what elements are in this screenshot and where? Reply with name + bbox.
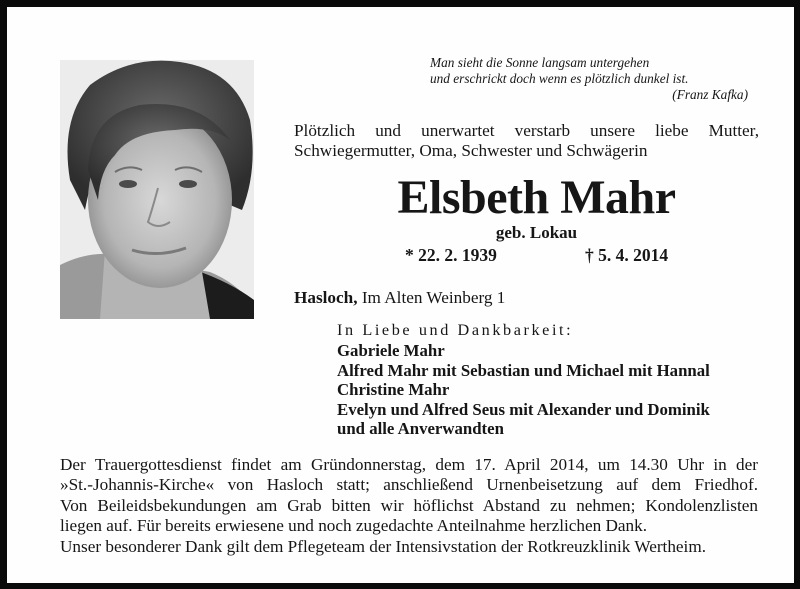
service-line: Unser besonderer Dank gilt dem Pflegeteam der Intensivstation der Rotkreuzklinik Wertheim.: [60, 536, 706, 556]
mourner-entry: Christine Mahr: [337, 380, 450, 400]
quote-author: (Franz Kafka): [672, 87, 748, 102]
maiden-name: geb. Lokau: [495, 223, 578, 242]
address-town: Hasloch,: [294, 288, 358, 307]
death-date: † 5. 4. 2014: [585, 245, 669, 265]
service-line: Von Beileidsbekundungen am Grab bitten wir höflichst Abstand zu nehmen; Kondolenzlisten: [60, 495, 758, 515]
intro-line: Plötzlich und unerwartet verstarb unsere liebe Mutter,: [294, 121, 759, 140]
portrait-photo: [60, 60, 254, 319]
mourner-entry: Gabriele Mahr: [337, 341, 445, 360]
mourners-heading: In Liebe und Dankbarkeit:: [337, 321, 574, 339]
quote-line: Man sieht die Sonne langsam untergehen: [430, 55, 650, 70]
mourner-entry: Evelyn und Alfred Seus mit Alexander und Dominik: [337, 399, 710, 419]
portrait-image-icon: [60, 60, 254, 319]
quote-line: und erschrickt doch wenn es plötzlich dunkel ist.: [430, 71, 689, 86]
service-line: »St.-Johannis-Kirche« von Hasloch statt; anschließend Urnenbeisetzung auf dem Friedhof.: [60, 475, 758, 495]
service-line: liegen auf. Für bereits erwiesene und noch zugedachte Anteilnahme herzlichen Dank.: [60, 516, 648, 536]
address: [294, 287, 505, 309]
birth-date: * 22. 2. 1939: [405, 245, 497, 265]
service-line: Der Trauergottesdienst findet am Gründonnerstag, dem 17. April 2014, um 14.30 Uhr in der: [60, 455, 758, 474]
mourner-entry: und alle Anverwandten: [337, 419, 504, 439]
quote: [388, 55, 748, 103]
intro-line: Schwiegermutter, Oma, Schwester und Schwägerin: [294, 141, 648, 160]
address-street: Im Alten Weinberg 1: [361, 288, 506, 307]
deceased-name: Elsbeth Mahr: [397, 171, 676, 224]
intro-text: [294, 121, 759, 161]
mourners-list: [337, 341, 710, 439]
service-details: [60, 455, 758, 557]
mourner-entry: Alfred Mahr mit Sebastian und Michael mit Hannal: [337, 360, 710, 380]
